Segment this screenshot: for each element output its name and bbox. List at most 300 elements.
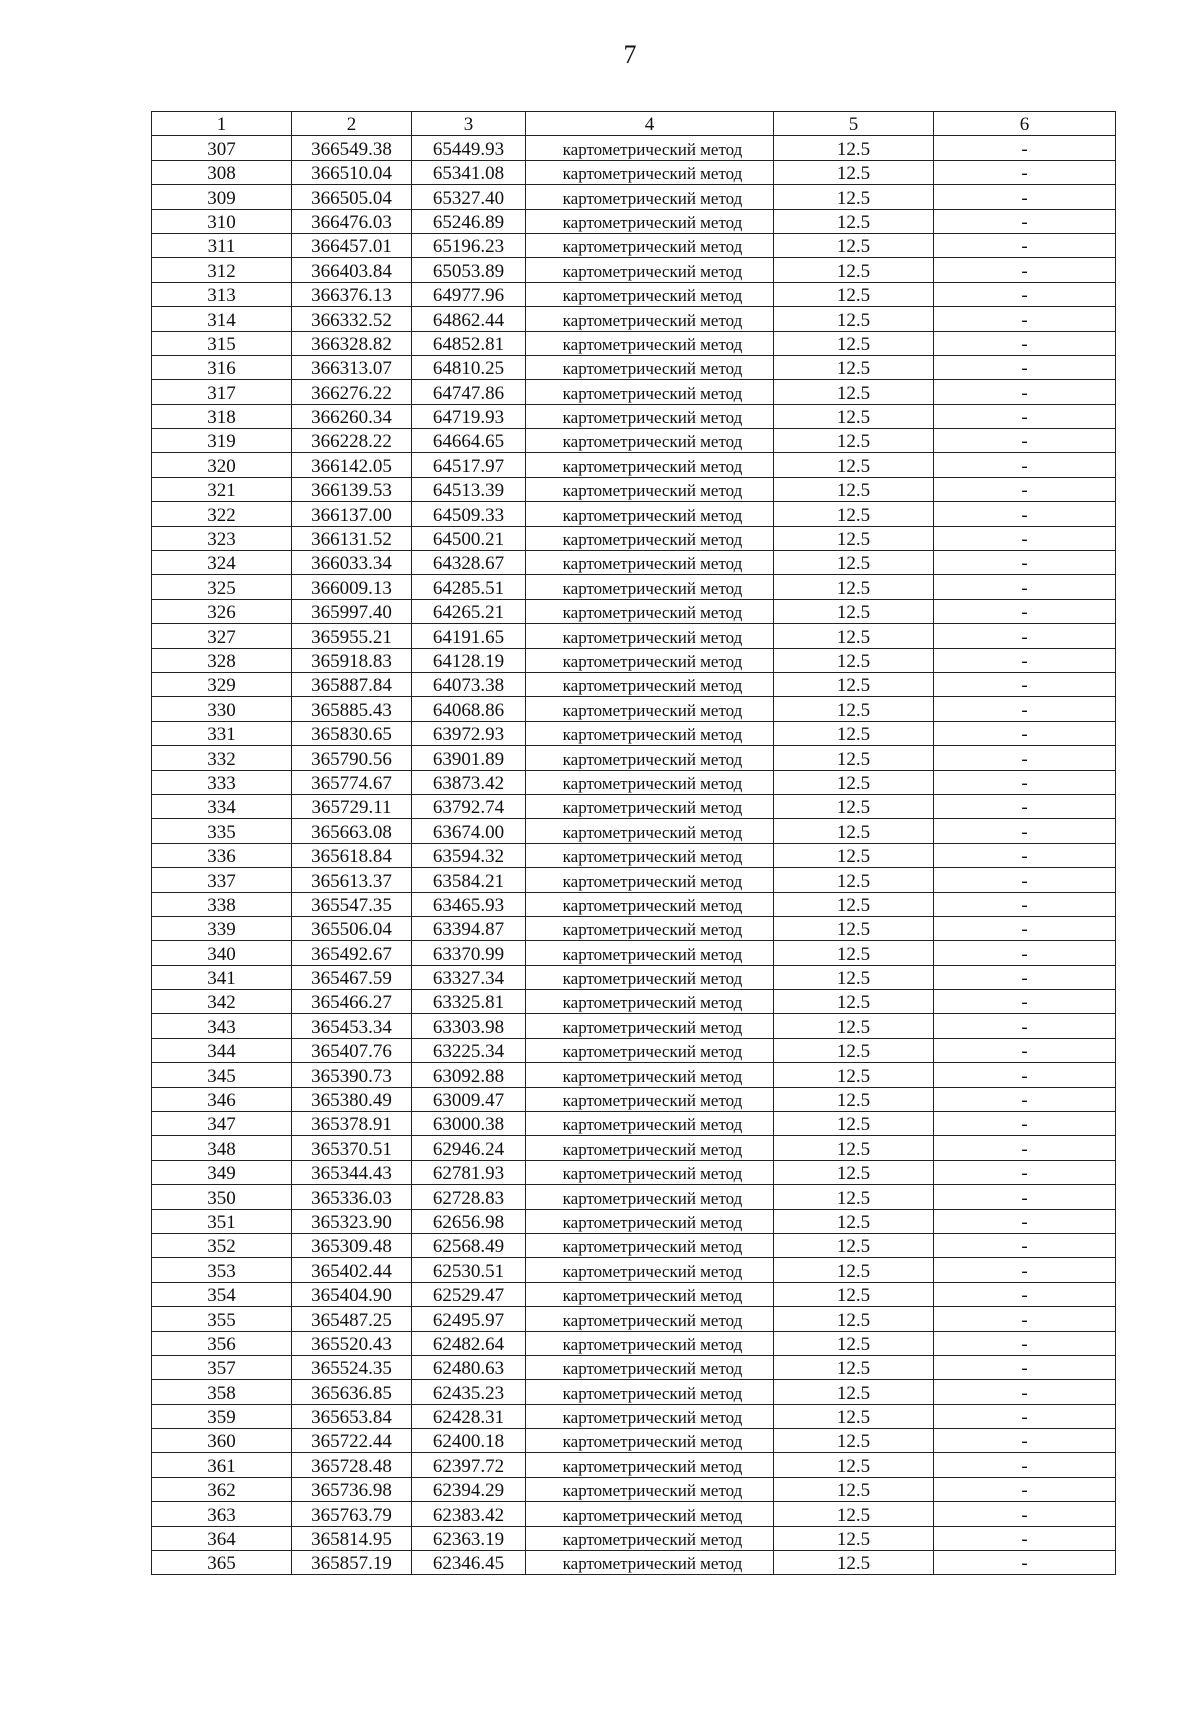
x-coordinate-cell: 365506.04 bbox=[292, 916, 412, 940]
accuracy-cell: 12.5 bbox=[774, 136, 934, 160]
table-row bbox=[152, 404, 1116, 428]
description-cell: - bbox=[934, 916, 1116, 940]
y-coordinate-cell: 64862.44 bbox=[412, 307, 526, 331]
x-coordinate-cell: 365453.34 bbox=[292, 1014, 412, 1038]
point-number-cell: 328 bbox=[152, 648, 292, 672]
method-cell: картометрический метод bbox=[526, 331, 774, 355]
table-row bbox=[152, 1209, 1116, 1233]
accuracy-cell: 12.5 bbox=[774, 990, 934, 1014]
x-coordinate-cell: 365404.90 bbox=[292, 1282, 412, 1306]
coordinates-table bbox=[151, 111, 1116, 1575]
method-cell: картометрический метод bbox=[526, 185, 774, 209]
accuracy-cell: 12.5 bbox=[774, 307, 934, 331]
y-coordinate-cell: 63901.89 bbox=[412, 746, 526, 770]
point-number-cell: 354 bbox=[152, 1282, 292, 1306]
method-cell: картометрический метод bbox=[526, 282, 774, 306]
description-cell: - bbox=[934, 1551, 1116, 1575]
x-coordinate-cell: 366457.01 bbox=[292, 233, 412, 257]
table-row bbox=[152, 233, 1116, 257]
point-number-cell: 358 bbox=[152, 1380, 292, 1404]
description-cell: - bbox=[934, 233, 1116, 257]
method-cell: картометрический метод bbox=[526, 1233, 774, 1257]
point-number-cell: 339 bbox=[152, 916, 292, 940]
header-cell: 6 bbox=[934, 112, 1116, 136]
point-number-cell: 337 bbox=[152, 868, 292, 892]
table-row bbox=[152, 721, 1116, 745]
point-number-cell: 307 bbox=[152, 136, 292, 160]
table-row bbox=[152, 843, 1116, 867]
table-row bbox=[152, 526, 1116, 550]
table-row bbox=[152, 160, 1116, 184]
table-row bbox=[152, 892, 1116, 916]
method-cell: картометрический метод bbox=[526, 1185, 774, 1209]
x-coordinate-cell: 365728.48 bbox=[292, 1453, 412, 1477]
description-cell: - bbox=[934, 1038, 1116, 1062]
x-coordinate-cell: 365467.59 bbox=[292, 965, 412, 989]
description-cell: - bbox=[934, 624, 1116, 648]
y-coordinate-cell: 64500.21 bbox=[412, 526, 526, 550]
method-cell: картометрический метод bbox=[526, 1502, 774, 1526]
description-cell: - bbox=[934, 355, 1116, 379]
point-number-cell: 331 bbox=[152, 721, 292, 745]
y-coordinate-cell: 62656.98 bbox=[412, 1209, 526, 1233]
method-cell: картометрический метод bbox=[526, 1355, 774, 1379]
y-coordinate-cell: 63674.00 bbox=[412, 819, 526, 843]
table-row bbox=[152, 185, 1116, 209]
y-coordinate-cell: 62435.23 bbox=[412, 1380, 526, 1404]
x-coordinate-cell: 365736.98 bbox=[292, 1477, 412, 1501]
x-coordinate-cell: 365790.56 bbox=[292, 746, 412, 770]
y-coordinate-cell: 63584.21 bbox=[412, 868, 526, 892]
accuracy-cell: 12.5 bbox=[774, 941, 934, 965]
method-cell: картометрический метод bbox=[526, 1453, 774, 1477]
x-coordinate-cell: 365378.91 bbox=[292, 1112, 412, 1136]
accuracy-cell: 12.5 bbox=[774, 429, 934, 453]
point-number-cell: 340 bbox=[152, 941, 292, 965]
method-cell: картометрический метод bbox=[526, 502, 774, 526]
accuracy-cell: 12.5 bbox=[774, 1331, 934, 1355]
description-cell: - bbox=[934, 941, 1116, 965]
description-cell: - bbox=[934, 1477, 1116, 1501]
x-coordinate-cell: 366510.04 bbox=[292, 160, 412, 184]
accuracy-cell: 12.5 bbox=[774, 1282, 934, 1306]
x-coordinate-cell: 366328.82 bbox=[292, 331, 412, 355]
x-coordinate-cell: 365466.27 bbox=[292, 990, 412, 1014]
accuracy-cell: 12.5 bbox=[774, 1307, 934, 1331]
point-number-cell: 330 bbox=[152, 697, 292, 721]
description-cell: - bbox=[934, 331, 1116, 355]
method-cell: картометрический метод bbox=[526, 843, 774, 867]
x-coordinate-cell: 365618.84 bbox=[292, 843, 412, 867]
table-row bbox=[152, 1404, 1116, 1428]
method-cell: картометрический метод bbox=[526, 1136, 774, 1160]
description-cell: - bbox=[934, 575, 1116, 599]
table-row bbox=[152, 599, 1116, 623]
table-row bbox=[152, 1112, 1116, 1136]
y-coordinate-cell: 63465.93 bbox=[412, 892, 526, 916]
accuracy-cell: 12.5 bbox=[774, 746, 934, 770]
point-number-cell: 346 bbox=[152, 1087, 292, 1111]
accuracy-cell: 12.5 bbox=[774, 526, 934, 550]
accuracy-cell: 12.5 bbox=[774, 258, 934, 282]
x-coordinate-cell: 365763.79 bbox=[292, 1502, 412, 1526]
accuracy-cell: 12.5 bbox=[774, 1112, 934, 1136]
x-coordinate-cell: 365547.35 bbox=[292, 892, 412, 916]
y-coordinate-cell: 62482.64 bbox=[412, 1331, 526, 1355]
table-row bbox=[152, 624, 1116, 648]
x-coordinate-cell: 366549.38 bbox=[292, 136, 412, 160]
x-coordinate-cell: 366403.84 bbox=[292, 258, 412, 282]
point-number-cell: 315 bbox=[152, 331, 292, 355]
method-cell: картометрический метод bbox=[526, 1477, 774, 1501]
accuracy-cell: 12.5 bbox=[774, 502, 934, 526]
x-coordinate-cell: 365370.51 bbox=[292, 1136, 412, 1160]
description-cell: - bbox=[934, 770, 1116, 794]
accuracy-cell: 12.5 bbox=[774, 672, 934, 696]
method-cell: картометрический метод bbox=[526, 307, 774, 331]
point-number-cell: 335 bbox=[152, 819, 292, 843]
description-cell: - bbox=[934, 1307, 1116, 1331]
table-row bbox=[152, 990, 1116, 1014]
y-coordinate-cell: 62728.83 bbox=[412, 1185, 526, 1209]
x-coordinate-cell: 365918.83 bbox=[292, 648, 412, 672]
accuracy-cell: 12.5 bbox=[774, 404, 934, 428]
x-coordinate-cell: 365729.11 bbox=[292, 794, 412, 818]
accuracy-cell: 12.5 bbox=[774, 1136, 934, 1160]
accuracy-cell: 12.5 bbox=[774, 1185, 934, 1209]
accuracy-cell: 12.5 bbox=[774, 1355, 934, 1379]
y-coordinate-cell: 62397.72 bbox=[412, 1453, 526, 1477]
table-row bbox=[152, 1453, 1116, 1477]
x-coordinate-cell: 365857.19 bbox=[292, 1551, 412, 1575]
y-coordinate-cell: 62529.47 bbox=[412, 1282, 526, 1306]
point-number-cell: 308 bbox=[152, 160, 292, 184]
accuracy-cell: 12.5 bbox=[774, 624, 934, 648]
accuracy-cell: 12.5 bbox=[774, 916, 934, 940]
accuracy-cell: 12.5 bbox=[774, 1087, 934, 1111]
method-cell: картометрический метод bbox=[526, 526, 774, 550]
method-cell: картометрический метод bbox=[526, 1282, 774, 1306]
accuracy-cell: 12.5 bbox=[774, 868, 934, 892]
x-coordinate-cell: 365955.21 bbox=[292, 624, 412, 648]
method-cell: картометрический метод bbox=[526, 965, 774, 989]
x-coordinate-cell: 366332.52 bbox=[292, 307, 412, 331]
header-row bbox=[152, 112, 1116, 136]
point-number-cell: 310 bbox=[152, 209, 292, 233]
x-coordinate-cell: 365390.73 bbox=[292, 1063, 412, 1087]
method-cell: картометрический метод bbox=[526, 1307, 774, 1331]
point-number-cell: 327 bbox=[152, 624, 292, 648]
description-cell: - bbox=[934, 990, 1116, 1014]
description-cell: - bbox=[934, 892, 1116, 916]
table-row bbox=[152, 965, 1116, 989]
point-number-cell: 332 bbox=[152, 746, 292, 770]
point-number-cell: 322 bbox=[152, 502, 292, 526]
method-cell: картометрический метод bbox=[526, 355, 774, 379]
method-cell: картометрический метод bbox=[526, 1112, 774, 1136]
y-coordinate-cell: 65327.40 bbox=[412, 185, 526, 209]
point-number-cell: 312 bbox=[152, 258, 292, 282]
table-row bbox=[152, 697, 1116, 721]
x-coordinate-cell: 366139.53 bbox=[292, 477, 412, 501]
accuracy-cell: 12.5 bbox=[774, 233, 934, 257]
x-coordinate-cell: 366260.34 bbox=[292, 404, 412, 428]
table-row bbox=[152, 648, 1116, 672]
table-row bbox=[152, 1038, 1116, 1062]
description-cell: - bbox=[934, 1355, 1116, 1379]
point-number-cell: 341 bbox=[152, 965, 292, 989]
description-cell: - bbox=[934, 258, 1116, 282]
description-cell: - bbox=[934, 1380, 1116, 1404]
y-coordinate-cell: 62568.49 bbox=[412, 1233, 526, 1257]
y-coordinate-cell: 65341.08 bbox=[412, 160, 526, 184]
y-coordinate-cell: 64747.86 bbox=[412, 380, 526, 404]
table-row bbox=[152, 1307, 1116, 1331]
table-row bbox=[152, 1087, 1116, 1111]
x-coordinate-cell: 365885.43 bbox=[292, 697, 412, 721]
y-coordinate-cell: 63303.98 bbox=[412, 1014, 526, 1038]
method-cell: картометрический метод bbox=[526, 1331, 774, 1355]
x-coordinate-cell: 365520.43 bbox=[292, 1331, 412, 1355]
method-cell: картометрический метод bbox=[526, 697, 774, 721]
x-coordinate-cell: 365997.40 bbox=[292, 599, 412, 623]
description-cell: - bbox=[934, 1453, 1116, 1477]
table-row bbox=[152, 1355, 1116, 1379]
description-cell: - bbox=[934, 1112, 1116, 1136]
description-cell: - bbox=[934, 160, 1116, 184]
method-cell: картометрический метод bbox=[526, 892, 774, 916]
method-cell: картометрический метод bbox=[526, 1063, 774, 1087]
x-coordinate-cell: 366376.13 bbox=[292, 282, 412, 306]
table-row bbox=[152, 282, 1116, 306]
x-coordinate-cell: 365336.03 bbox=[292, 1185, 412, 1209]
y-coordinate-cell: 63873.42 bbox=[412, 770, 526, 794]
x-coordinate-cell: 365663.08 bbox=[292, 819, 412, 843]
method-cell: картометрический метод bbox=[526, 477, 774, 501]
method-cell: картометрический метод bbox=[526, 258, 774, 282]
accuracy-cell: 12.5 bbox=[774, 1429, 934, 1453]
point-number-cell: 349 bbox=[152, 1160, 292, 1184]
description-cell: - bbox=[934, 794, 1116, 818]
y-coordinate-cell: 63092.88 bbox=[412, 1063, 526, 1087]
accuracy-cell: 12.5 bbox=[774, 1063, 934, 1087]
table-row bbox=[152, 868, 1116, 892]
accuracy-cell: 12.5 bbox=[774, 1453, 934, 1477]
description-cell: - bbox=[934, 453, 1116, 477]
accuracy-cell: 12.5 bbox=[774, 185, 934, 209]
y-coordinate-cell: 63000.38 bbox=[412, 1112, 526, 1136]
point-number-cell: 363 bbox=[152, 1502, 292, 1526]
accuracy-cell: 12.5 bbox=[774, 1258, 934, 1282]
y-coordinate-cell: 64719.93 bbox=[412, 404, 526, 428]
description-cell: - bbox=[934, 697, 1116, 721]
accuracy-cell: 12.5 bbox=[774, 1404, 934, 1428]
y-coordinate-cell: 64128.19 bbox=[412, 648, 526, 672]
description-cell: - bbox=[934, 429, 1116, 453]
method-cell: картометрический метод bbox=[526, 672, 774, 696]
description-cell: - bbox=[934, 282, 1116, 306]
accuracy-cell: 12.5 bbox=[774, 1233, 934, 1257]
x-coordinate-cell: 366131.52 bbox=[292, 526, 412, 550]
accuracy-cell: 12.5 bbox=[774, 721, 934, 745]
description-cell: - bbox=[934, 1526, 1116, 1550]
point-number-cell: 314 bbox=[152, 307, 292, 331]
table-body bbox=[152, 136, 1116, 1575]
description-cell: - bbox=[934, 599, 1116, 623]
description-cell: - bbox=[934, 136, 1116, 160]
x-coordinate-cell: 365524.35 bbox=[292, 1355, 412, 1379]
point-number-cell: 334 bbox=[152, 794, 292, 818]
method-cell: картометрический метод bbox=[526, 404, 774, 428]
accuracy-cell: 12.5 bbox=[774, 1526, 934, 1550]
description-cell: - bbox=[934, 1063, 1116, 1087]
description-cell: - bbox=[934, 648, 1116, 672]
table-row bbox=[152, 258, 1116, 282]
description-cell: - bbox=[934, 1429, 1116, 1453]
point-number-cell: 325 bbox=[152, 575, 292, 599]
y-coordinate-cell: 62346.45 bbox=[412, 1551, 526, 1575]
header-cell: 4 bbox=[526, 112, 774, 136]
y-coordinate-cell: 64509.33 bbox=[412, 502, 526, 526]
x-coordinate-cell: 365407.76 bbox=[292, 1038, 412, 1062]
method-cell: картометрический метод bbox=[526, 575, 774, 599]
y-coordinate-cell: 63325.81 bbox=[412, 990, 526, 1014]
x-coordinate-cell: 365814.95 bbox=[292, 1526, 412, 1550]
accuracy-cell: 12.5 bbox=[774, 477, 934, 501]
y-coordinate-cell: 64513.39 bbox=[412, 477, 526, 501]
y-coordinate-cell: 62383.42 bbox=[412, 1502, 526, 1526]
x-coordinate-cell: 366505.04 bbox=[292, 185, 412, 209]
method-cell: картометрический метод bbox=[526, 1014, 774, 1038]
point-number-cell: 355 bbox=[152, 1307, 292, 1331]
table-row bbox=[152, 1502, 1116, 1526]
x-coordinate-cell: 365380.49 bbox=[292, 1087, 412, 1111]
method-cell: картометрический метод bbox=[526, 721, 774, 745]
point-number-cell: 338 bbox=[152, 892, 292, 916]
point-number-cell: 309 bbox=[152, 185, 292, 209]
method-cell: картометрический метод bbox=[526, 1551, 774, 1575]
x-coordinate-cell: 365613.37 bbox=[292, 868, 412, 892]
y-coordinate-cell: 64517.97 bbox=[412, 453, 526, 477]
x-coordinate-cell: 366137.00 bbox=[292, 502, 412, 526]
method-cell: картометрический метод bbox=[526, 1087, 774, 1111]
y-coordinate-cell: 62394.29 bbox=[412, 1477, 526, 1501]
description-cell: - bbox=[934, 1209, 1116, 1233]
description-cell: - bbox=[934, 1136, 1116, 1160]
x-coordinate-cell: 366009.13 bbox=[292, 575, 412, 599]
method-cell: картометрический метод bbox=[526, 941, 774, 965]
accuracy-cell: 12.5 bbox=[774, 1209, 934, 1233]
accuracy-cell: 12.5 bbox=[774, 697, 934, 721]
point-number-cell: 344 bbox=[152, 1038, 292, 1062]
table-row bbox=[152, 794, 1116, 818]
method-cell: картометрический метод bbox=[526, 136, 774, 160]
description-cell: - bbox=[934, 1014, 1116, 1038]
description-cell: - bbox=[934, 819, 1116, 843]
method-cell: картометрический метод bbox=[526, 770, 774, 794]
point-number-cell: 359 bbox=[152, 1404, 292, 1428]
point-number-cell: 345 bbox=[152, 1063, 292, 1087]
point-number-cell: 317 bbox=[152, 380, 292, 404]
x-coordinate-cell: 365830.65 bbox=[292, 721, 412, 745]
table-row bbox=[152, 136, 1116, 160]
table-row bbox=[152, 1136, 1116, 1160]
y-coordinate-cell: 65053.89 bbox=[412, 258, 526, 282]
table-row bbox=[152, 477, 1116, 501]
y-coordinate-cell: 63370.99 bbox=[412, 941, 526, 965]
x-coordinate-cell: 365492.67 bbox=[292, 941, 412, 965]
method-cell: картометрический метод bbox=[526, 1038, 774, 1062]
x-coordinate-cell: 365323.90 bbox=[292, 1209, 412, 1233]
y-coordinate-cell: 64265.21 bbox=[412, 599, 526, 623]
accuracy-cell: 12.5 bbox=[774, 551, 934, 575]
point-number-cell: 347 bbox=[152, 1112, 292, 1136]
header-cell: 3 bbox=[412, 112, 526, 136]
table-row bbox=[152, 1331, 1116, 1355]
point-number-cell: 343 bbox=[152, 1014, 292, 1038]
point-number-cell: 351 bbox=[152, 1209, 292, 1233]
method-cell: картометрический метод bbox=[526, 1526, 774, 1550]
x-coordinate-cell: 366476.03 bbox=[292, 209, 412, 233]
accuracy-cell: 12.5 bbox=[774, 1380, 934, 1404]
point-number-cell: 321 bbox=[152, 477, 292, 501]
y-coordinate-cell: 64068.86 bbox=[412, 697, 526, 721]
y-coordinate-cell: 63394.87 bbox=[412, 916, 526, 940]
accuracy-cell: 12.5 bbox=[774, 1014, 934, 1038]
y-coordinate-cell: 62781.93 bbox=[412, 1160, 526, 1184]
table-row bbox=[152, 1233, 1116, 1257]
y-coordinate-cell: 63594.32 bbox=[412, 843, 526, 867]
method-cell: картометрический метод bbox=[526, 868, 774, 892]
table-row bbox=[152, 1160, 1116, 1184]
x-coordinate-cell: 365887.84 bbox=[292, 672, 412, 696]
point-number-cell: 316 bbox=[152, 355, 292, 379]
table-row bbox=[152, 1477, 1116, 1501]
x-coordinate-cell: 366313.07 bbox=[292, 355, 412, 379]
header-cell: 2 bbox=[292, 112, 412, 136]
description-cell: - bbox=[934, 1185, 1116, 1209]
method-cell: картометрический метод bbox=[526, 1380, 774, 1404]
y-coordinate-cell: 64328.67 bbox=[412, 551, 526, 575]
description-cell: - bbox=[934, 1087, 1116, 1111]
point-number-cell: 362 bbox=[152, 1477, 292, 1501]
method-cell: картометрический метод bbox=[526, 648, 774, 672]
description-cell: - bbox=[934, 965, 1116, 989]
x-coordinate-cell: 365344.43 bbox=[292, 1160, 412, 1184]
table-row bbox=[152, 1551, 1116, 1575]
description-cell: - bbox=[934, 721, 1116, 745]
method-cell: картометрический метод bbox=[526, 794, 774, 818]
y-coordinate-cell: 65196.23 bbox=[412, 233, 526, 257]
description-cell: - bbox=[934, 672, 1116, 696]
table-row bbox=[152, 551, 1116, 575]
y-coordinate-cell: 63972.93 bbox=[412, 721, 526, 745]
description-cell: - bbox=[934, 380, 1116, 404]
y-coordinate-cell: 64285.51 bbox=[412, 575, 526, 599]
y-coordinate-cell: 62495.97 bbox=[412, 1307, 526, 1331]
point-number-cell: 342 bbox=[152, 990, 292, 1014]
point-number-cell: 324 bbox=[152, 551, 292, 575]
table-row bbox=[152, 1063, 1116, 1087]
table-row bbox=[152, 1282, 1116, 1306]
description-cell: - bbox=[934, 1233, 1116, 1257]
x-coordinate-cell: 365487.25 bbox=[292, 1307, 412, 1331]
method-cell: картометрический метод bbox=[526, 1404, 774, 1428]
point-number-cell: 348 bbox=[152, 1136, 292, 1160]
accuracy-cell: 12.5 bbox=[774, 770, 934, 794]
point-number-cell: 357 bbox=[152, 1355, 292, 1379]
x-coordinate-cell: 366142.05 bbox=[292, 453, 412, 477]
